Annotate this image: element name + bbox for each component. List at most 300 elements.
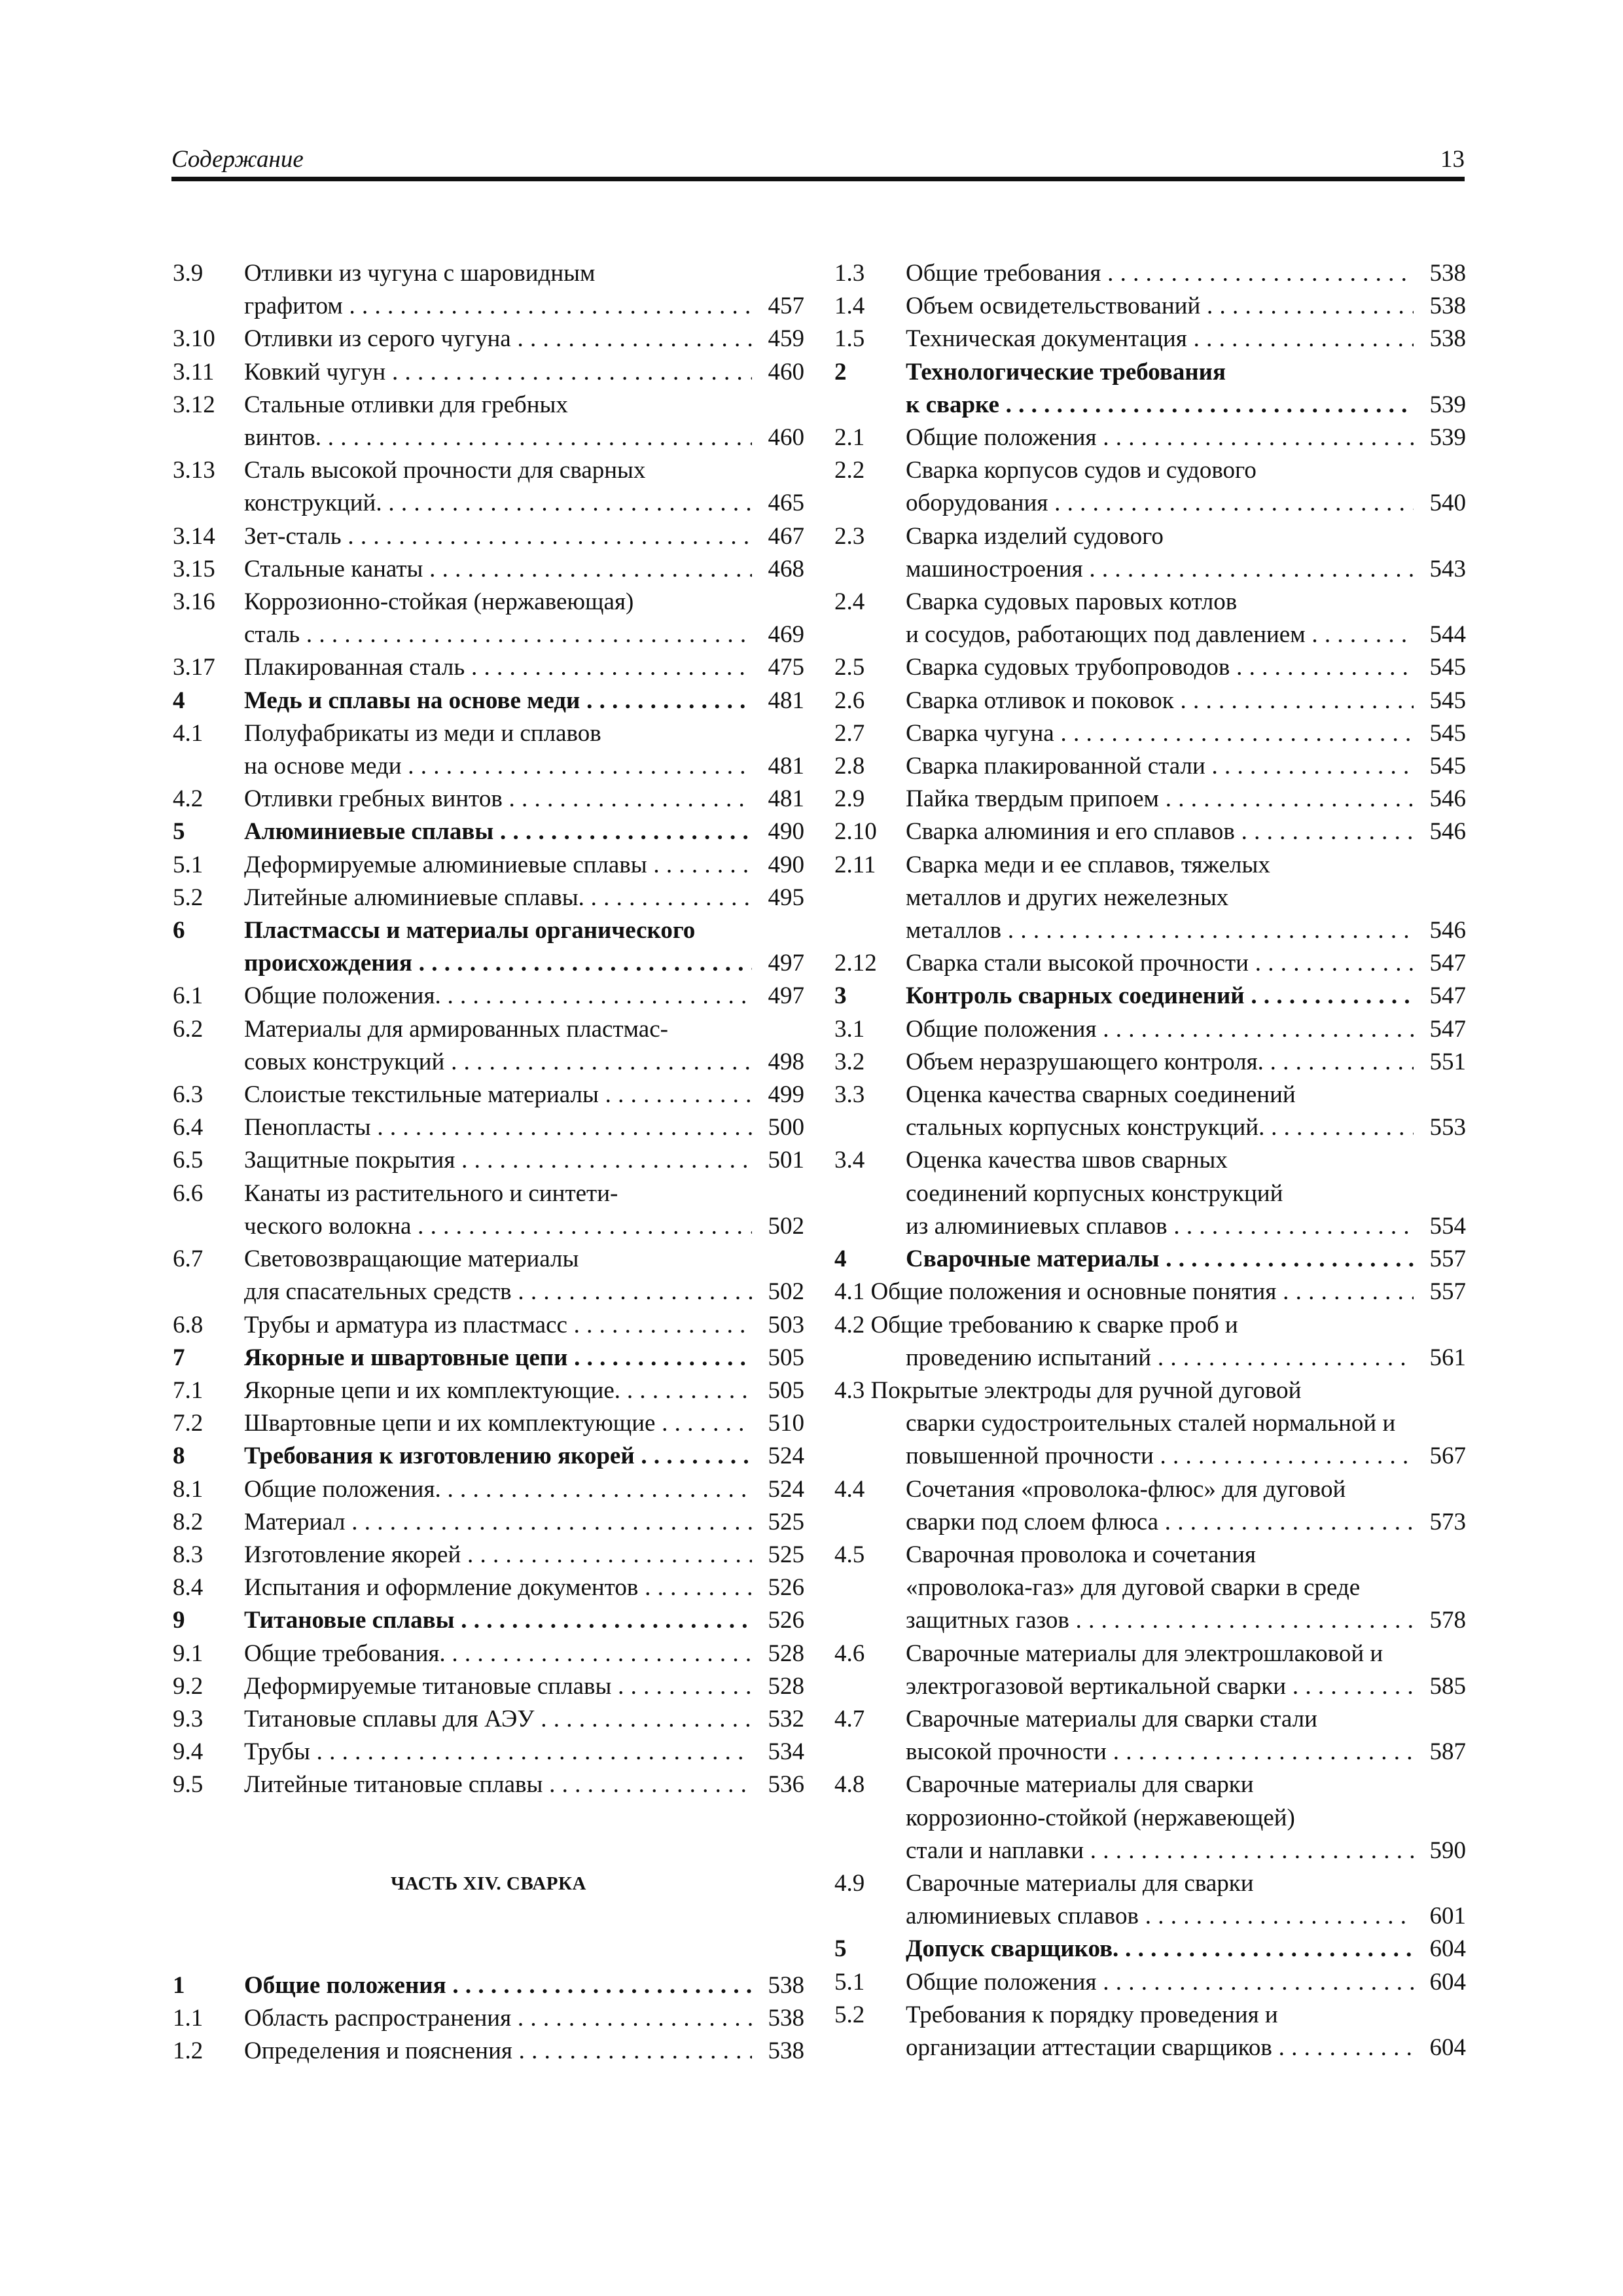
toc-entry-title-line: Сварочные материалы для сварки стали [906, 1705, 1317, 1732]
toc-entry [173, 2002, 804, 2035]
toc-entry-number: 3.1 [834, 1015, 865, 1043]
toc-entry-number: 2.12 [834, 950, 877, 977]
toc-entry-title-line: Общие положения. . . . [244, 980, 752, 1013]
toc-entry-number: 5 [173, 818, 185, 846]
toc-entry-title-line: Технологические требования [906, 358, 1226, 386]
toc-entry-title-line: Сварочная проволока и сочетания [906, 1541, 1257, 1568]
toc-entry-title-line: сварки под слоем флюса . . . [906, 1506, 1414, 1539]
toc-entry [173, 1736, 804, 1768]
toc-entry-number: 6.8 [173, 1311, 204, 1338]
toc-entry-title-line: Изготовление якорей . . . [244, 1539, 752, 1571]
toc-entry [173, 685, 804, 717]
toc-entry-page: 573 [1421, 1506, 1467, 1539]
toc-entry [173, 783, 804, 816]
toc-entry-page: 481 [759, 685, 805, 717]
toc-entry-title-line: соединений корпусных конструкций [906, 1179, 1283, 1207]
toc-entry [834, 1768, 1466, 1867]
toc-entry-number: 4.9 [834, 1869, 865, 1897]
toc-entry-title-line: 4.3 Покрытые электроды для ручной дуговой [834, 1376, 1302, 1404]
toc-entry-page: 543 [1421, 553, 1467, 586]
toc-entry-title-line: Трубы и арматура из пластмасс . . . [244, 1309, 752, 1342]
toc-entry-title-line: «проволока-газ» для дуговой сварки в среде [906, 1574, 1361, 1602]
toc-entry-number: 4 [834, 1246, 847, 1273]
toc-entry-title-line: сталь . . . [244, 619, 752, 651]
toc-entry-number: 6.1 [173, 982, 204, 1010]
toc-entry-number: 1.3 [834, 260, 865, 287]
toc-entry-title-line: 4.2 Общие требованию к сварке проб и [834, 1311, 1238, 1338]
toc-entry-page: 538 [759, 2002, 805, 2035]
toc-entry-number: 3.13 [173, 457, 215, 484]
toc-entry-title-line: алюминиевых сплавов . . . [906, 1900, 1414, 1933]
toc-entry-title-line: Сварочные материалы . . . [906, 1243, 1414, 1276]
toc-entry-title-line: и сосудов, работающих под давлением . . . [906, 619, 1414, 651]
toc-entry-title-line: Якорные и швартовные цепи . . . [244, 1342, 752, 1374]
toc-entry-page: 557 [1421, 1243, 1467, 1276]
toc-entry-page: 587 [1421, 1736, 1467, 1768]
toc-entry-page: 481 [759, 750, 805, 783]
toc-entry-page: 528 [759, 1638, 805, 1670]
toc-entry [834, 685, 1466, 717]
toc-entry-number: 8.3 [173, 1541, 204, 1568]
toc-entry [173, 1144, 804, 1177]
toc-entry-number: 9.1 [173, 1640, 204, 1667]
toc-entry-number: 4.2 [173, 785, 204, 813]
toc-entry-page: 534 [759, 1736, 805, 1768]
toc-entry-title-line: Требования к порядку проведения и [906, 2001, 1278, 2028]
toc-entry [834, 290, 1466, 323]
toc-entry-title-line: для спасательных средств . . . [244, 1276, 752, 1308]
toc-entry-title-line: происхождения . . . [244, 947, 752, 980]
toc-entry-title-line: Оценка качества швов сварных [906, 1147, 1228, 1174]
part-heading: ЧАСТЬ XIV. СВАРКА [390, 1873, 586, 1894]
toc-entry [834, 1374, 1466, 1473]
toc-entry-title-line: коррозионно-стойкой (нержавеющей) [906, 1804, 1295, 1831]
toc-entry-title-line: Плакированная сталь . . . [244, 651, 752, 684]
toc-entry [173, 717, 804, 783]
toc-entry-number: 3.16 [173, 588, 215, 616]
toc-entry-title-line: Деформируемые алюминиевые сплавы . . . [244, 849, 752, 882]
toc-entry-number: 4.1 [834, 1278, 865, 1306]
toc-entry-title-line: повышенной прочности . . . [906, 1440, 1414, 1473]
toc-entry-title-line: Деформируемые титановые сплавы . . . [244, 1670, 752, 1703]
toc-entry-title-line: ческого волокна . . . [244, 1210, 752, 1243]
toc-entry-title-line: Сварка судовых трубопроводов . . . [906, 651, 1414, 684]
toc-entry-number: 9.5 [173, 1771, 204, 1799]
toc-entry [173, 1342, 804, 1374]
toc-entry-number: 3.9 [173, 260, 204, 287]
toc-entry-title-line: Канаты из растительного и синтети- [244, 1179, 618, 1207]
toc-entry [834, 1539, 1466, 1638]
toc-entry [834, 454, 1466, 520]
toc-entry-page: 500 [759, 1111, 805, 1144]
toc-entry-number: 4.8 [834, 1771, 865, 1799]
toc-entry-title-line: Сварка меди и ее сплавов, тяжелых [906, 851, 1270, 878]
toc-entry-title-line: высокой прочности . . . [906, 1736, 1414, 1768]
toc-entry-page: 526 [759, 1604, 805, 1637]
toc-entry-page: 499 [759, 1079, 805, 1111]
toc-entry-title-line: оборудования . . . [906, 487, 1414, 520]
toc-entry-page: 497 [759, 947, 805, 980]
toc-entry [173, 1309, 804, 1342]
toc-entry [173, 651, 804, 684]
toc-entry-page: 604 [1421, 1966, 1467, 1999]
toc-entry-title-line: Медь и сплавы на основе меди . . . [244, 685, 752, 717]
toc-entry-title-line: Ковкий чугун . . . [244, 356, 752, 389]
toc-entry-page: 540 [1421, 487, 1467, 520]
toc-entry-number: 6.4 [173, 1114, 204, 1141]
toc-entry-title-line: Стальные отливки для гребных [244, 391, 568, 418]
toc-entry-number: 7 [173, 1344, 185, 1371]
toc-entry-title-line: Титановые сплавы для АЭУ . . . [244, 1703, 752, 1736]
toc-entry-number: 2.2 [834, 457, 865, 484]
toc-entry-title-line: винтов. . . . [244, 422, 752, 454]
toc-entry-title-line: Зет-сталь . . . [244, 520, 752, 553]
toc-entry-title-line: Материал . . . [244, 1506, 752, 1539]
toc-entry-page: 502 [759, 1276, 805, 1308]
toc-entry-title-line: электрогазовой вертикальной сварки . . . [906, 1670, 1414, 1703]
toc-entry-number: 3.14 [173, 522, 215, 550]
toc-entry-title-line: Отливки гребных винтов . . . [244, 783, 752, 816]
toc-entry [173, 586, 804, 651]
toc-entry-page: 525 [759, 1539, 805, 1571]
toc-entry-title-line: организации аттестации сварщиков . . . [906, 2032, 1414, 2064]
toc-entry-page: 503 [759, 1309, 805, 1342]
toc-entry-title-line: Материалы для армированных пластмас- [244, 1015, 668, 1043]
page-number: 13 [1440, 146, 1465, 173]
toc-entry-title-line: стали и наплавки . . . [906, 1835, 1414, 1867]
toc-entry [173, 816, 804, 848]
toc-entry-page: 469 [759, 619, 805, 651]
toc-entry-page: 495 [759, 882, 805, 914]
toc-entry-page: 590 [1421, 1835, 1467, 1867]
toc-entry-title-line: Защитные покрытия . . . [244, 1144, 752, 1177]
toc-entry-number: 3 [834, 982, 847, 1010]
toc-entry-number: 2.1 [834, 424, 865, 452]
toc-entry-title-line: Общие требования . . . [906, 257, 1414, 290]
toc-entry-title-line: Область распространения . . . [244, 2002, 752, 2035]
toc-entry-number: 2.4 [834, 588, 865, 616]
toc-entry-page: 554 [1421, 1210, 1467, 1243]
toc-entry-page: 538 [759, 1969, 805, 2002]
toc-entry-number: 9.3 [173, 1705, 204, 1732]
toc-entry [834, 323, 1466, 355]
toc-entry-number: 4 [173, 687, 185, 714]
toc-entry-number: 2.6 [834, 687, 865, 714]
toc-entry [173, 520, 804, 553]
toc-entry-page: 545 [1421, 651, 1467, 684]
toc-entry-page: 545 [1421, 685, 1467, 717]
toc-entry-number: 4.4 [834, 1475, 865, 1503]
toc-entry [834, 356, 1466, 422]
toc-entry-page: 538 [1421, 257, 1467, 290]
toc-entry-number: 6.3 [173, 1081, 204, 1109]
toc-entry-page: 545 [1421, 717, 1467, 750]
toc-entry-title-line: Пайка твердым припоем . . . [906, 783, 1414, 816]
toc-entry [834, 651, 1466, 684]
toc-entry-page: 551 [1421, 1046, 1467, 1079]
toc-entry-page: 490 [759, 849, 805, 882]
toc-entry [834, 1046, 1466, 1079]
toc-entry-title-line: машиностроения . . . [906, 553, 1414, 586]
toc-entry-number: 3.4 [834, 1147, 865, 1174]
toc-entry [173, 1604, 804, 1637]
toc-entry-title-line: Объем неразрушающего контроля. . . . [906, 1046, 1414, 1079]
toc-entry-page: 524 [759, 1440, 805, 1473]
toc-right-column [834, 257, 1466, 2064]
toc-entry [834, 1933, 1466, 1965]
toc-entry-title-line: Литейные титановые сплавы . . . [244, 1768, 752, 1801]
toc-entry-number: 1.1 [173, 2005, 204, 2032]
toc-entry-number: 5.1 [834, 1968, 865, 1996]
toc-entry-title-line: Контроль сварных соединений . . . [906, 980, 1414, 1013]
toc-entry [834, 422, 1466, 454]
toc-entry-number: 9.2 [173, 1672, 204, 1700]
toc-entry [834, 257, 1466, 290]
toc-entry-page: 460 [759, 356, 805, 389]
toc-entry-title-line: Сталь высокой прочности для сварных [244, 457, 646, 484]
toc-entry-page: 528 [759, 1670, 805, 1703]
toc-entry [173, 323, 804, 355]
toc-entry [173, 1638, 804, 1670]
toc-entry-number: 3.3 [834, 1081, 865, 1109]
toc-entry [173, 1506, 804, 1539]
toc-entry-page: 547 [1421, 947, 1467, 980]
toc-entry-page: 578 [1421, 1604, 1467, 1637]
toc-entry [834, 1079, 1466, 1144]
toc-entry-number: 5.2 [834, 2001, 865, 2028]
toc-entry [173, 389, 804, 454]
toc-entry-number: 5.1 [173, 851, 204, 878]
toc-entry-title-line: Слоистые текстильные материалы . . . [244, 1079, 752, 1111]
running-title: Содержание [171, 146, 304, 173]
toc-entry [173, 1539, 804, 1571]
toc-entry-title-line: Техническая документация . . . [906, 323, 1414, 355]
toc-entry [173, 1703, 804, 1736]
toc-entry-page: 526 [759, 1571, 805, 1604]
toc-entry-number: 1.2 [173, 2037, 204, 2065]
toc-entry-page: 604 [1421, 2032, 1467, 2064]
toc-entry-page: 510 [759, 1407, 805, 1440]
toc-entry-page: 585 [1421, 1670, 1467, 1703]
toc-entry [834, 717, 1466, 750]
toc-entry-title-line: Сварочные материалы для электрошлаковой и [906, 1640, 1383, 1667]
toc-entry [173, 1374, 804, 1407]
toc-entry-page: 498 [759, 1046, 805, 1079]
toc-entry [173, 553, 804, 586]
toc-entry-number: 3.10 [173, 325, 215, 353]
toc-entry-number: 1 [173, 1972, 185, 1999]
toc-entry [834, 1999, 1466, 2064]
toc-entry-number: 4.2 [834, 1311, 865, 1338]
toc-entry [173, 1969, 804, 2002]
toc-entry-number: 2.7 [834, 719, 865, 747]
toc-entry [834, 1013, 1466, 1046]
toc-entry-number: 3.15 [173, 555, 215, 583]
toc-entry-page: 490 [759, 816, 805, 848]
toc-entry-number: 4.6 [834, 1640, 865, 1667]
toc-entry-number: 5.2 [173, 884, 204, 911]
toc-entry [834, 1309, 1466, 1374]
toc-entry-page: 532 [759, 1703, 805, 1736]
toc-entry-page: 457 [759, 290, 805, 323]
toc-entry-title-line: Сварка стали высокой прочности . . . [906, 947, 1414, 980]
toc-entry-page: 544 [1421, 619, 1467, 651]
toc-entry-title-line: Сварочные материалы для сварки [906, 1771, 1254, 1799]
toc-entry-number: 3.17 [173, 654, 215, 681]
toc-entry-page: 538 [759, 2035, 805, 2068]
toc-entry-page: 497 [759, 980, 805, 1013]
toc-entry-title-line: Общие положения . . . [906, 1013, 1414, 1046]
toc-entry-number: 2.11 [834, 851, 876, 878]
toc-entry-number: 4.5 [834, 1541, 865, 1568]
toc-entry-title-line: Литейные алюминиевые сплавы. . . . [244, 882, 752, 914]
toc-entry-page: 468 [759, 553, 805, 586]
toc-entry-number: 2.9 [834, 785, 865, 813]
toc-entry [173, 914, 804, 980]
toc-entry-number: 8 [173, 1443, 185, 1470]
toc-entry [173, 2035, 804, 2068]
toc-entry [834, 1243, 1466, 1276]
toc-entry-title-line: Оценка качества сварных соединений [906, 1081, 1296, 1109]
toc-entry-number: 3.2 [834, 1048, 865, 1075]
toc-entry-page: 553 [1421, 1111, 1467, 1144]
toc-entry-title-line: Сварка изделий судового [906, 522, 1164, 550]
toc-entry-title-line: к сварке . . . [906, 389, 1414, 422]
toc-entry-page: 539 [1421, 389, 1467, 422]
toc-entry [173, 1013, 804, 1079]
toc-entry [834, 947, 1466, 980]
toc-entry-title-line: Сварка корпусов судов и судового [906, 457, 1257, 484]
toc-entry-title-line: Отливки из серого чугуна . . . [244, 323, 752, 355]
toc-entry-page: 525 [759, 1506, 805, 1539]
toc-entry [834, 783, 1466, 816]
toc-entry-page: 561 [1421, 1342, 1467, 1374]
toc-entry-page: 538 [1421, 323, 1467, 355]
toc-entry-title-line: совых конструкций . . . [244, 1046, 752, 1079]
toc-entry-page: 557 [1421, 1276, 1467, 1308]
toc-entry-number: 1.4 [834, 293, 865, 320]
toc-entry-title-line: Объем освидетельствований . . . [906, 290, 1414, 323]
toc-entry [834, 520, 1466, 586]
toc-entry-title-line: из алюминиевых сплавов . . . [906, 1210, 1414, 1243]
toc-entry-title-line: Общие положения . . . [244, 1969, 752, 2002]
toc-entry-page: 459 [759, 323, 805, 355]
toc-entry-title-line: Коррозионно-стойкая (нержавеющая) [244, 588, 634, 616]
toc-entry-number: 7.2 [173, 1410, 204, 1437]
toc-entry [173, 849, 804, 882]
toc-entry-number: 7.1 [173, 1376, 204, 1404]
toc-entry-number: 2.5 [834, 654, 865, 681]
toc-entry-title-line: Титановые сплавы . . . [244, 1604, 752, 1637]
toc-entry-number: 9.4 [173, 1738, 204, 1766]
toc-entry [173, 454, 804, 520]
toc-entry-number: 1.5 [834, 325, 865, 353]
toc-entry-title-line: Отливки из чугуна с шаровидным [244, 260, 596, 287]
toc-left-column [173, 257, 804, 1802]
toc-entry-page: 546 [1421, 914, 1467, 947]
toc-entry-number: 9 [173, 1607, 185, 1634]
toc-entry-title-line: Полуфабрикаты из меди и сплавов [244, 719, 601, 747]
toc-entry-title-line: Сочетания «проволока-флюс» для дуговой [906, 1475, 1346, 1503]
toc-entry-page: 502 [759, 1210, 805, 1243]
toc-entry [173, 1440, 804, 1473]
toc-entry-title-line: Испытания и оформление документов . . . [244, 1571, 752, 1604]
toc-entry-title-line: Общие положения . . . [906, 1966, 1414, 1999]
toc-entry-number: 2.3 [834, 522, 865, 550]
toc-entry [173, 1473, 804, 1506]
toc-entry-number: 6 [173, 917, 185, 944]
toc-entry-number: 4.7 [834, 1705, 865, 1732]
toc-entry-title-line: Пенопласты . . . [244, 1111, 752, 1144]
toc-entry-title-line: Сварка судовых паровых котлов [906, 588, 1238, 616]
toc-entry-title-line: Общие положения . . . [906, 422, 1414, 454]
toc-entry-title-line: Требования к изготовлению якорей . . . [244, 1440, 752, 1473]
toc-entry-number: 8.1 [173, 1475, 204, 1503]
toc-entry-title-line: Стальные канаты . . . [244, 553, 752, 586]
toc-entry [834, 1867, 1466, 1933]
toc-entry [834, 1144, 1466, 1243]
toc-entry-page: 547 [1421, 1013, 1467, 1046]
toc-entry-title-line: металлов и других нежелезных [906, 884, 1229, 911]
toc-entry-number: 8.4 [173, 1574, 204, 1602]
toc-entry-page: 545 [1421, 750, 1467, 783]
toc-entry [173, 1670, 804, 1703]
toc-entry [173, 882, 804, 914]
toc-entry [834, 750, 1466, 783]
toc-entry-title-line: металлов . . . [906, 914, 1414, 947]
toc-entry [834, 586, 1466, 651]
toc-entry-page: 465 [759, 487, 805, 520]
toc-entry [834, 1966, 1466, 1999]
toc-entry-title-line: Общие положения. . . . [244, 1473, 752, 1506]
toc-entry [173, 356, 804, 389]
toc-entry-title-line: сварки судостроительных сталей нормальной и [906, 1410, 1396, 1437]
toc-entry-page: 501 [759, 1144, 805, 1177]
toc-entry [173, 1571, 804, 1604]
toc-entry [834, 1703, 1466, 1768]
toc-entry-title-line: Сварка чугуна . . . [906, 717, 1414, 750]
toc-entry-title-line: Трубы . . . [244, 1736, 752, 1768]
toc-entry-title-line: Якорные цепи и их комплектующие. . . . [244, 1374, 752, 1407]
toc-entry-page: 460 [759, 422, 805, 454]
toc-entry [173, 1243, 804, 1308]
toc-entry-page: 547 [1421, 980, 1467, 1013]
toc-entry-number: 2.10 [834, 818, 877, 846]
toc-entry [834, 849, 1466, 948]
toc-entry-number: 3.11 [173, 358, 215, 386]
toc-entry-page: 604 [1421, 1933, 1467, 1965]
toc-entry-number: 6.7 [173, 1246, 204, 1273]
toc-entry-title-line: на основе меди . . . [244, 750, 752, 783]
toc-entry [173, 1407, 804, 1440]
toc-entry-page: 505 [759, 1342, 805, 1374]
toc-entry-page: 524 [759, 1473, 805, 1506]
header-rule [171, 177, 1465, 181]
toc-entry-page: 475 [759, 651, 805, 684]
toc-entry-page: 505 [759, 1374, 805, 1407]
toc-entry-title-line: стальных корпусных конструкций. . . . [906, 1111, 1414, 1144]
toc-entry-title-line: графитом . . . [244, 290, 752, 323]
toc-entry-title-line: Швартовные цепи и их комплектующие . . . [244, 1407, 752, 1440]
toc-entry-title-line: Сварка плакированной стали . . . [906, 750, 1414, 783]
toc-entry-page: 546 [1421, 783, 1467, 816]
toc-entry-title-line: проведению испытаний . . . [906, 1342, 1414, 1374]
toc-entry [834, 1276, 1466, 1308]
toc-entry-page: 538 [1421, 290, 1467, 323]
toc-entry-page: 481 [759, 783, 805, 816]
toc-entry-number: 4.1 [173, 719, 204, 747]
toc-entry [834, 1638, 1466, 1703]
